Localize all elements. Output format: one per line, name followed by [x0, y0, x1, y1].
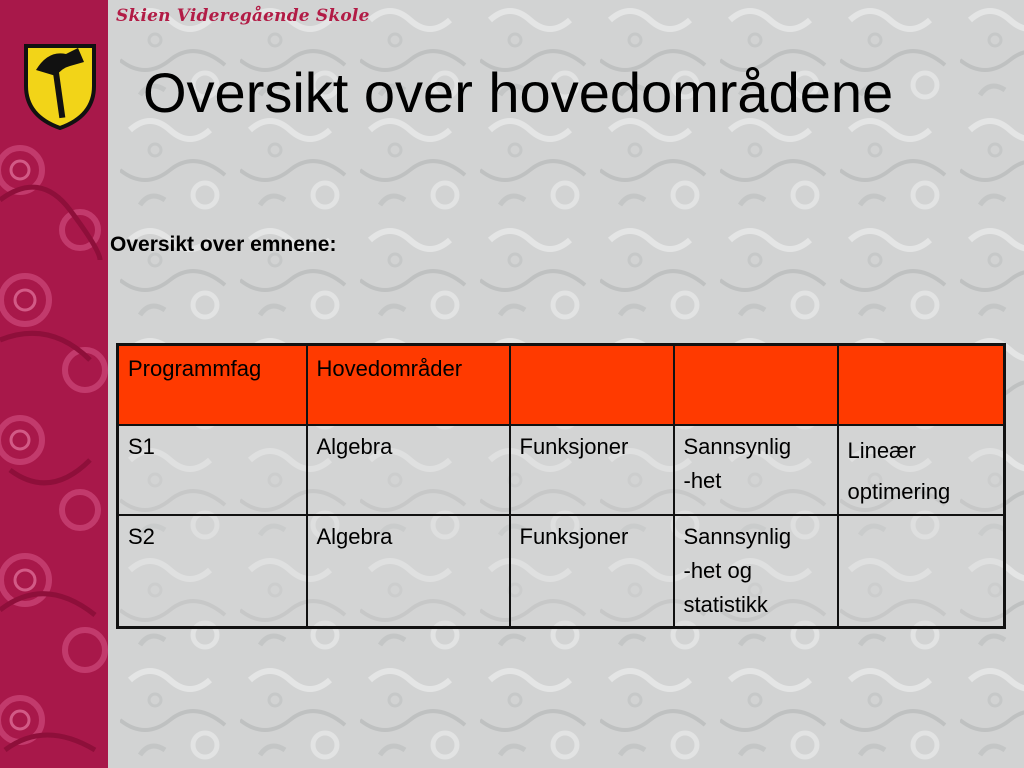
table-cell: Funksjoner — [510, 425, 674, 515]
table-cell: Sannsynlig -het og statistikk — [674, 515, 838, 628]
slide-title: Oversikt over hovedområdene — [143, 61, 894, 124]
table-cell — [838, 515, 1005, 628]
table-cell: S2 — [118, 515, 307, 628]
header-cell: Programmfag — [118, 345, 307, 426]
header-cell: Hovedområder — [307, 345, 510, 426]
header-cell — [838, 345, 1005, 426]
table-cell: Lineær optimering — [838, 425, 1005, 515]
table-header-row — [118, 345, 1005, 426]
table-row — [118, 425, 1005, 515]
header-cell — [510, 345, 674, 426]
table-cell: Algebra — [307, 515, 510, 628]
school-shield-logo — [22, 40, 98, 130]
school-name: Skien Videregående Skole — [116, 6, 370, 26]
table-cell: Algebra — [307, 425, 510, 515]
table-cell: S1 — [118, 425, 307, 515]
table-cell: Sannsynlig -het — [674, 425, 838, 515]
table-cell: Funksjoner — [510, 515, 674, 628]
header-cell — [674, 345, 838, 426]
topics-table — [116, 343, 1006, 629]
table-row — [118, 515, 1005, 628]
slide-subtitle: Oversikt over emnene: — [110, 233, 337, 256]
